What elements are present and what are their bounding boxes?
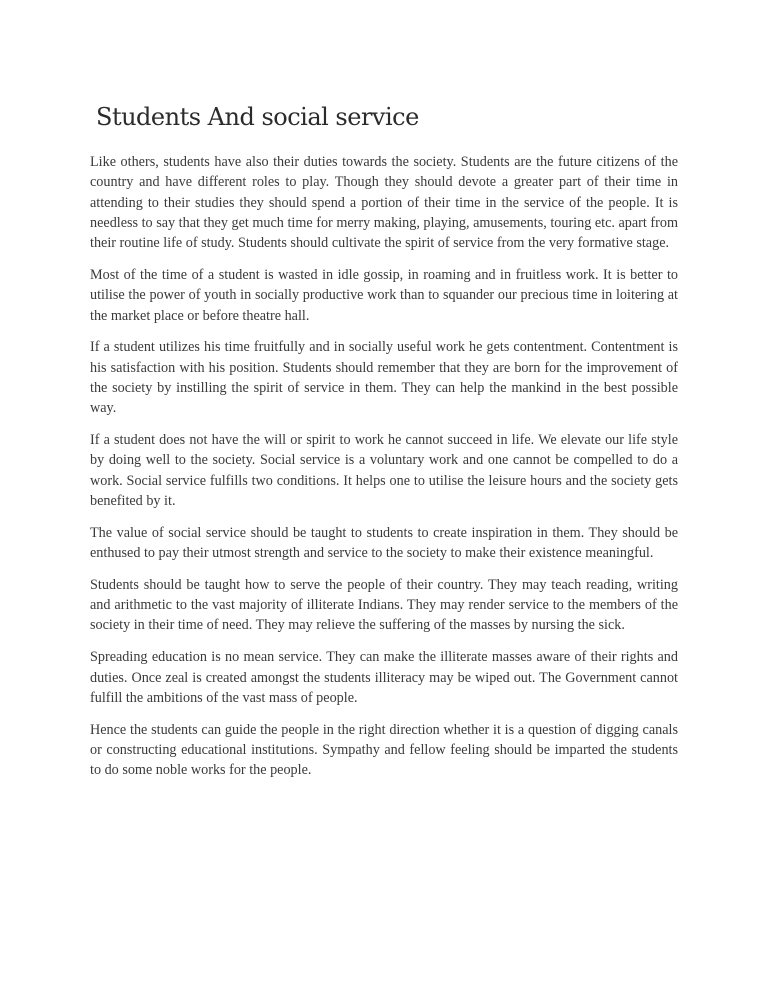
- paragraph-1: Like others, students have also their duties towards the society. Students are the future citizens of the country and have different roles to play. Though they should devote a greater part of their time in attending to their studies they should spend a portion of their time in the service of the people. It is needless to say that they get much time for merry making, playing, amusements, touring etc. apart from their routine life of study. Students should cultivate the spirit of service from the very formative stage.: [90, 154, 678, 252]
- paragraph-6: Students should be taught how to serve the people of their country. They may teach reading, writing and arithmetic to the vast majority of illiterate Indians. They may render service to the members of the society in their time of need. They may relieve the suffering of the masses by nursing the sick.: [90, 576, 678, 634]
- document-title: Students And social service: [96, 103, 419, 131]
- paragraph-5: The value of social service should be taught to students to create inspiration in them. They should be enthused to pay their utmost strength and service to the society to make their existence meaningful.: [90, 524, 678, 562]
- paragraph-2: Most of the time of a student is wasted in idle gossip, in roaming and in fruitless work. It is better to utilise the power of youth in socially productive work than to squander our precious time in loitering at the market place or before theatre hall.: [90, 266, 678, 324]
- paragraph-8: Hence the students can guide the people in the right direction whether it is a question of digging canals or constructing educational institutions. Sympathy and fellow feeling should be imparted the students to do some noble works for the people.: [90, 721, 678, 779]
- paragraph-7: Spreading education is no mean service. They can make the illiterate masses aware of their rights and duties. Once zeal is created amongst the students illiteracy may be wiped out. The Government cannot fulfill the ambitions of the vast mass of people.: [90, 649, 678, 706]
- document-body: [90, 152, 678, 792]
- paragraph-4: If a student does not have the will or spirit to work he cannot succeed in life. We elevate our life style by doing well to the society. Social service is a voluntary work and one cannot be compelled to do a work. Social service fulfills two conditions. It helps one to utilise the leisure hours and the society gets benefited by it.: [90, 432, 678, 509]
- paragraph-3: If a student utilizes his time fruitfully and in socially useful work he gets contentment. Contentment is his satisfaction with his position. Students should remember that they are born for the improvement of the society by instilling the spirit of service in them. They can help the mankind in the best possible way.: [90, 339, 678, 417]
